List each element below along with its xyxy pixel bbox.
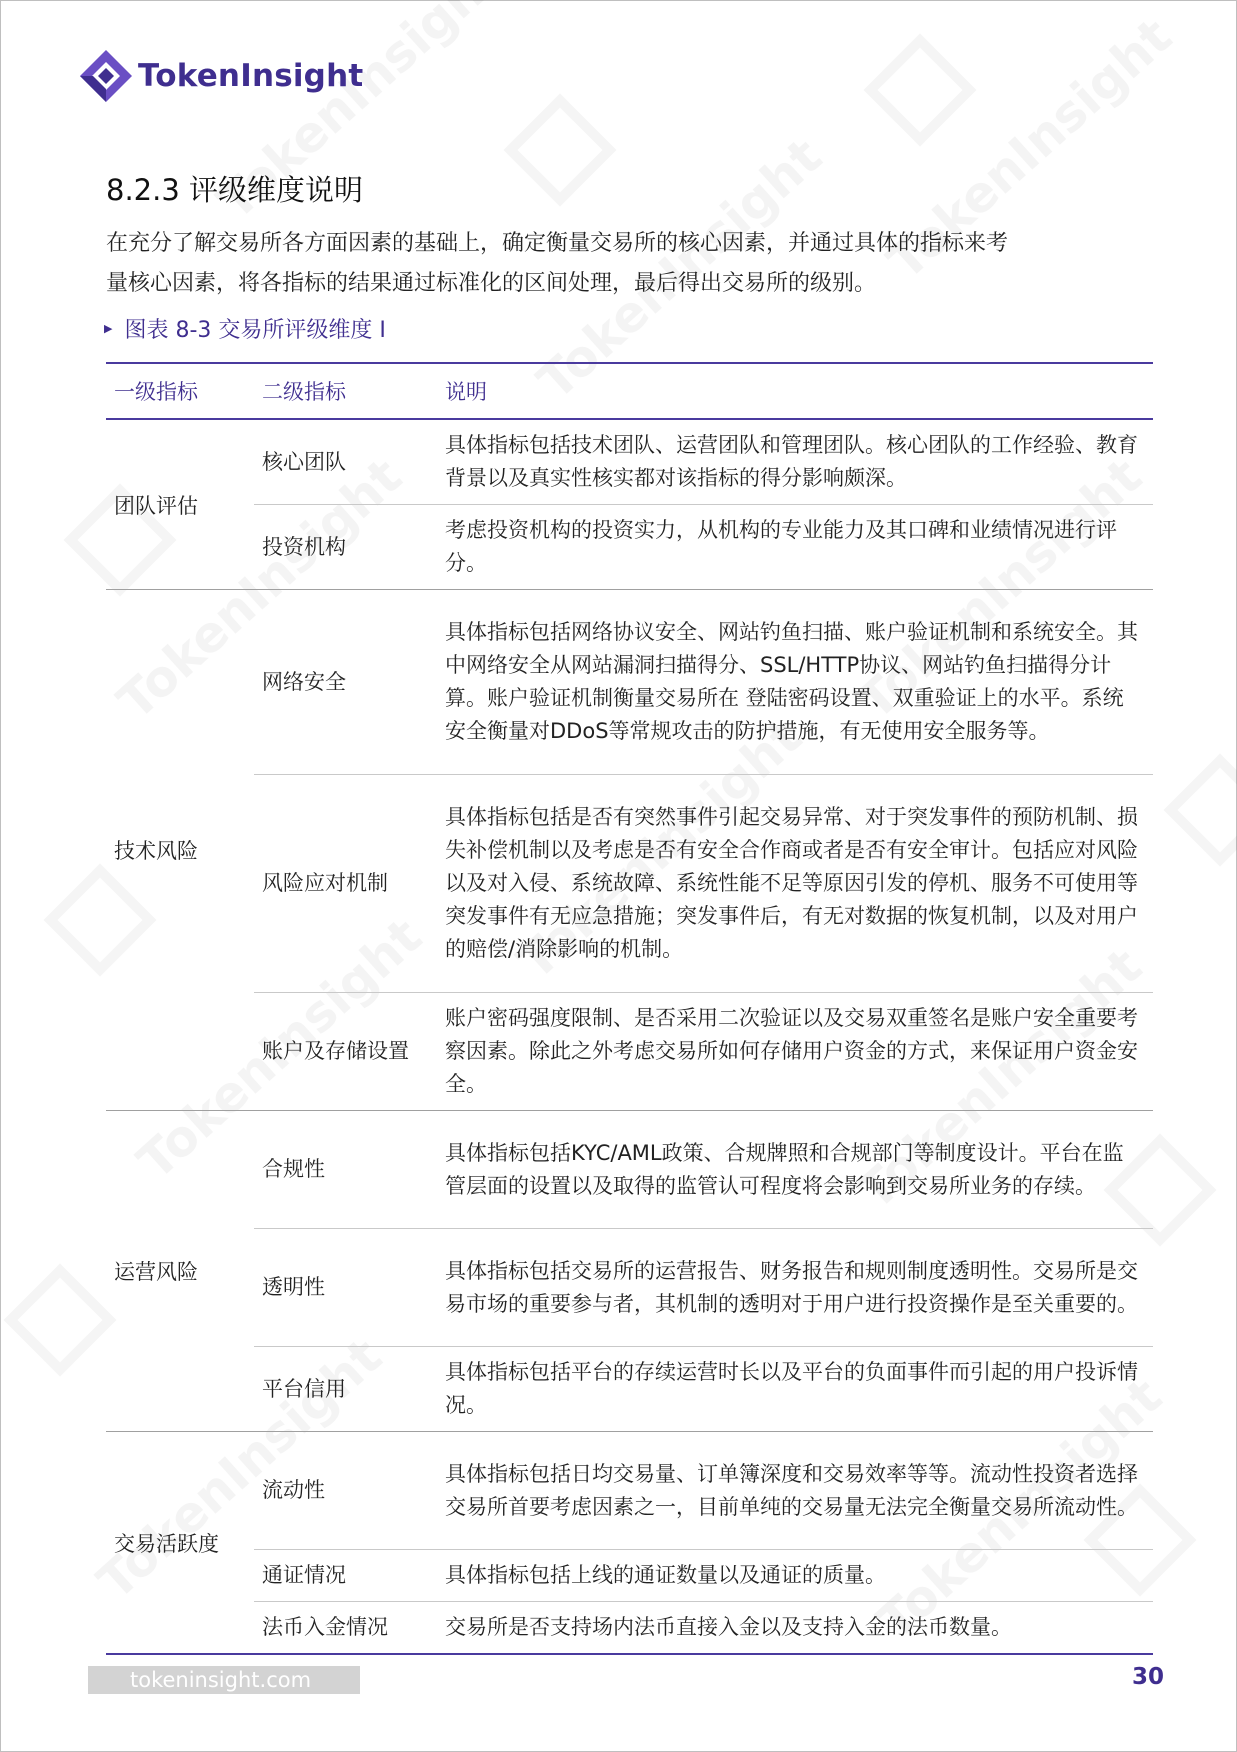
header-level1: 一级指标 <box>106 363 254 419</box>
description-cell: 具体指标包括KYC/AML政策、合规牌照和合规部门等制度设计。平台在监管层面的设置以及取得的监管认可程度将会影响到交易所业务的存续。 <box>437 1111 1153 1229</box>
level1-cell: 团队评估 <box>106 419 254 590</box>
description-cell: 具体指标包括平台的存续运营时长以及平台的负面事件而引起的用户投诉情况。 <box>437 1347 1153 1432</box>
table-row <box>106 419 1153 505</box>
figure-caption <box>104 313 386 344</box>
intro-paragraph <box>106 224 1136 304</box>
description-cell: 具体指标包括技术团队、运营团队和管理团队。核心团队的工作经验、教育背景以及真实性核实都对该指标的得分影响颇深。 <box>437 419 1153 505</box>
description-cell: 账户密码强度限制、是否采用二次验证以及交易双重签名是账户安全重要考察因素。除此之外考虑交易所如何存储用户资金的方式，来保证用户资金安全。 <box>437 993 1153 1111</box>
description-cell: 具体指标包括上线的通证数量以及通证的质量。 <box>437 1550 1153 1602</box>
table-row <box>106 775 1153 993</box>
description-cell: 具体指标包括是否有突然事件引起交易异常、对于突发事件的预防机制、损失补偿机制以及考虑是否有安全合作商或者是否有安全审计。包括应对风险以及对入侵、系统故障、系统性能不足等原因引发的停机、服务不可使用等突发事件有无应急措施；突发事件后，有无对数据的恢复机制，以及对用户的赔偿/消除影响的机制。 <box>437 775 1153 993</box>
description-cell: 具体指标包括日均交易量、订单簿深度和交易效率等等。流动性投资者选择交易所首要考虑因素之一，目前单纯的交易量无法完全衡量交易所流动性。 <box>437 1432 1153 1550</box>
table-row <box>106 1347 1153 1432</box>
header-logo <box>78 46 363 106</box>
description-cell: 具体指标包括网络协议安全、网站钓鱼扫描、账户验证机制和系统安全。其中网络安全从网站漏洞扫描得分、SSL/HTTP协议、网站钓鱼扫描得分计算。账户验证机制衡量交易所在 登陆密码设置、双重验证上的水平。系统安全衡量对DDoS等常规攻击的防护措施，有无使用安全服务等。 <box>437 590 1153 775</box>
level2-cell: 网络安全 <box>254 590 437 775</box>
logo-text: TokenInsight <box>138 58 364 94</box>
level2-cell: 流动性 <box>254 1432 437 1550</box>
table-row <box>106 590 1153 775</box>
table-row <box>106 1432 1153 1550</box>
table-row <box>106 1111 1153 1229</box>
level2-cell: 投资机构 <box>254 505 437 590</box>
description-cell: 交易所是否支持场内法币直接入金以及支持入金的法币数量。 <box>437 1602 1153 1655</box>
intro-line: 量核心因素，将各指标的结果通过标准化的区间处理，最后得出交易所的级别。 <box>106 271 877 296</box>
table-row <box>106 505 1153 590</box>
section-title: 8.2.3 评级维度说明 <box>106 173 364 207</box>
table-row <box>106 1229 1153 1347</box>
header-description: 说明 <box>437 363 1153 419</box>
description-cell: 具体指标包括交易所的运营报告、财务报告和规则制度透明性。交易所是交易市场的重要参与者，其机制的透明对于用户进行投资操作是至关重要的。 <box>437 1229 1153 1347</box>
level2-cell: 核心团队 <box>254 419 437 505</box>
table-row <box>106 1602 1153 1655</box>
level2-cell: 通证情况 <box>254 1550 437 1602</box>
level2-cell: 风险应对机制 <box>254 775 437 993</box>
caption-text: 图表 8-3 交易所评级维度 I <box>124 318 386 343</box>
caption-triangle-icon: ▶ <box>104 322 113 335</box>
level2-cell: 合规性 <box>254 1111 437 1229</box>
level2-cell: 法币入金情况 <box>254 1602 437 1655</box>
level2-cell: 平台信用 <box>254 1347 437 1432</box>
rating-dimension-table <box>106 362 1153 1655</box>
level2-cell: 透明性 <box>254 1229 437 1347</box>
header-level2: 二级指标 <box>254 363 437 419</box>
level2-cell: 账户及存储设置 <box>254 993 437 1111</box>
tokeninsight-logo-icon <box>78 48 134 104</box>
page-number: 30 <box>1132 1664 1165 1690</box>
level1-cell: 技术风险 <box>106 590 254 1111</box>
table-header-row <box>106 363 1153 419</box>
table-row <box>106 1550 1153 1602</box>
level1-cell: 运营风险 <box>106 1111 254 1432</box>
footer-url: tokeninsight.com <box>130 1668 312 1692</box>
level1-cell: 交易活跃度 <box>106 1432 254 1655</box>
description-cell: 考虑投资机构的投资实力，从机构的专业能力及其口碑和业绩情况进行评分。 <box>437 505 1153 590</box>
intro-line: 在充分了解交易所各方面因素的基础上，确定衡量交易所的核心因素，并通过具体的指标来考 <box>106 231 1009 256</box>
table-row <box>106 993 1153 1111</box>
